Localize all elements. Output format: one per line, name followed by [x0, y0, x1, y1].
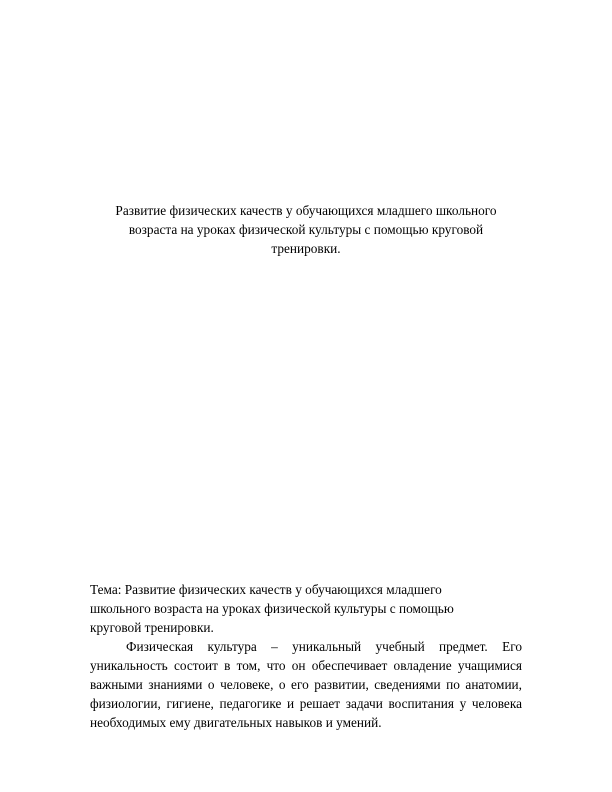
- paragraph-line: Физическая культура – уникальный учебный предмет. Его: [126, 639, 522, 654]
- topic-heading: [90, 580, 522, 637]
- topic-line: круговой тренировки.: [90, 620, 214, 635]
- title-line: тренировки.: [271, 241, 341, 256]
- paragraph-line: необходимых ему двигательных навыков и умений.: [90, 715, 382, 730]
- paragraph-line: важными знаниями о человеке, о его развитии, сведениями по анатомии,: [90, 677, 522, 692]
- topic-line: школьного возраста на уроках физической культуры с помощью: [90, 601, 454, 616]
- paragraph-line: уникальность состоит в том, что он обеспечивает овладение учащимися: [90, 658, 522, 673]
- paragraph-line: физиологии, гигиене, педагогике и решает задачи воспитания у человека: [90, 696, 522, 711]
- document-body: [90, 580, 522, 732]
- title-line: Развитие физических качеств у обучающихся младшего школьного: [115, 203, 497, 218]
- title-line: возраста на уроках физической культуры с помощью круговой: [128, 222, 484, 237]
- document-title: [90, 201, 522, 258]
- topic-line: Тема: Развитие физических качеств у обучающихся младшего: [90, 582, 442, 597]
- body-paragraph: [90, 637, 522, 732]
